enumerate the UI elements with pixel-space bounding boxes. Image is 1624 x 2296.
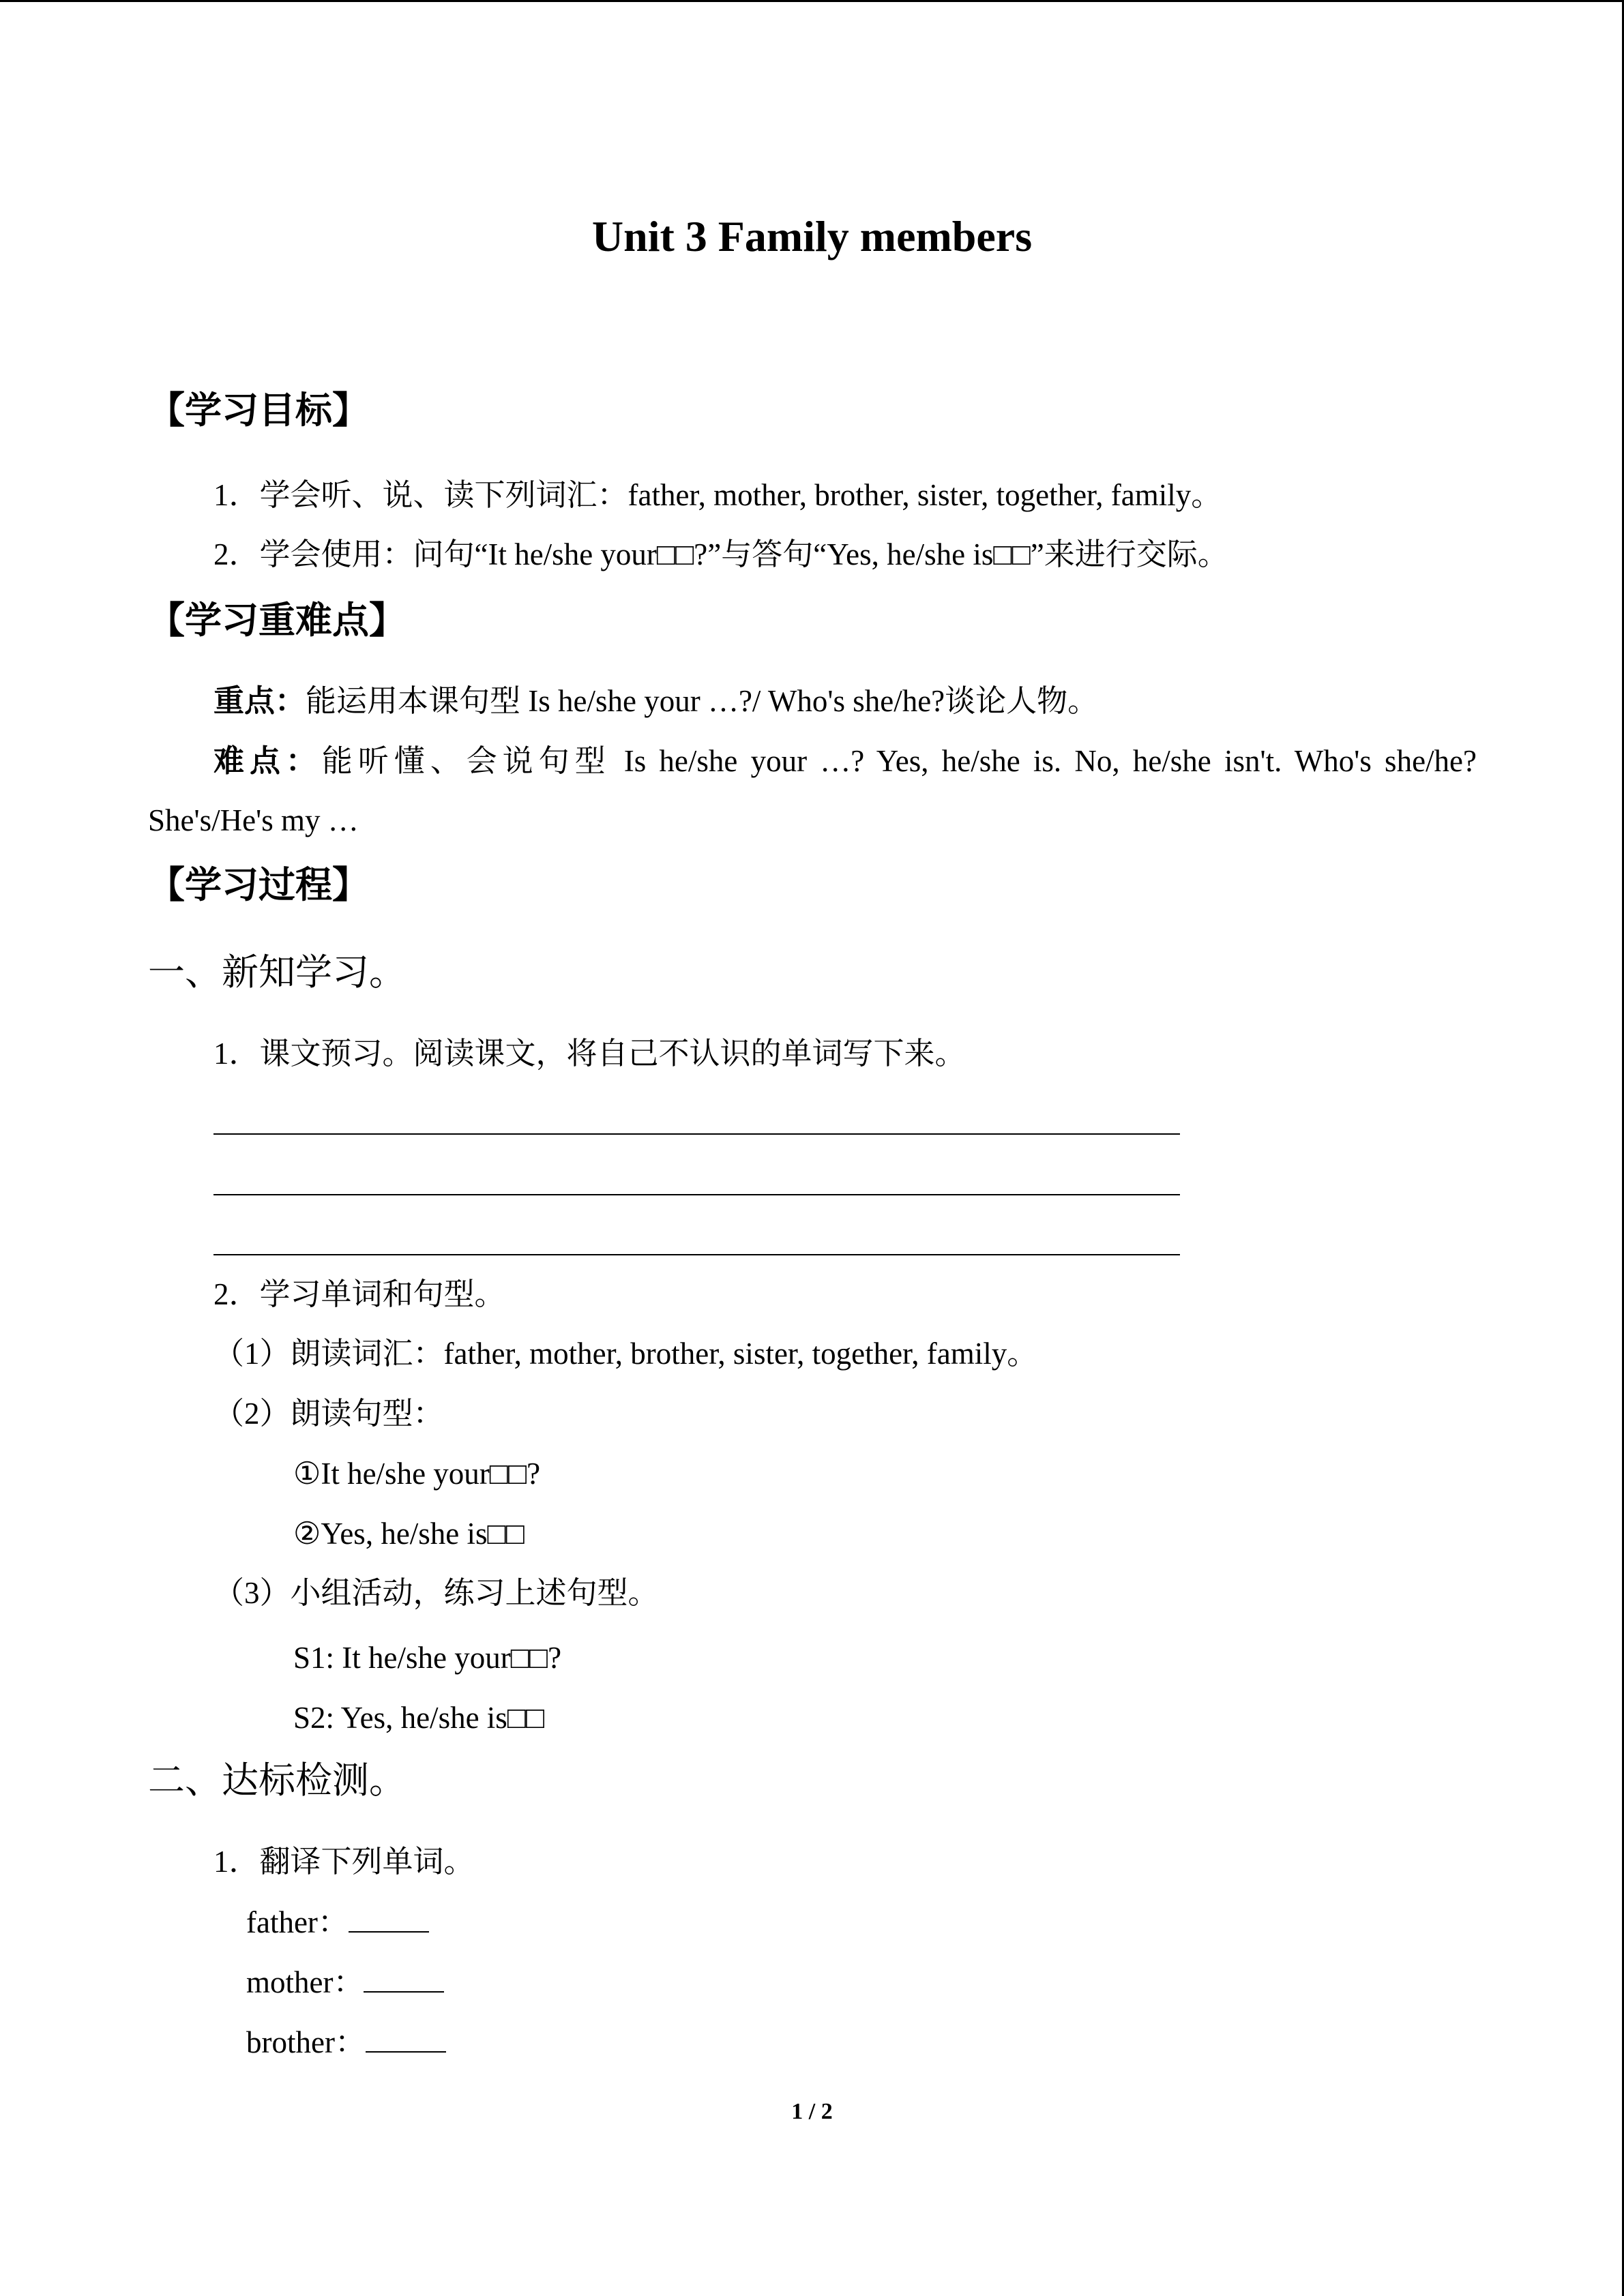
word-mother — [246, 1964, 444, 2001]
difficult-label: 难点： — [213, 744, 322, 778]
word-father — [246, 1904, 429, 1941]
key-label: 重点： — [213, 684, 306, 718]
objective-item-2: 2．学会使用：问句“It he/she your□□?”与答句“Yes, he/she is□□”来进行交际。 — [213, 537, 1228, 571]
fill-blank[interactable] — [366, 2024, 446, 2053]
part1-item-1: 1．课文预习。阅读课文，将自己不认识的单词写下来。 — [213, 1037, 966, 1071]
difficult-text: 能听懂、会说句型 Is he/she your …? Yes, he/she is. No, he/she isn't. Who's she/he? — [321, 744, 1477, 778]
dialog-line-2: S2: Yes, he/she is□□ — [293, 1701, 545, 1735]
part1-sub-3: （3）小组活动，练习上述句型。 — [213, 1576, 659, 1610]
part1-heading: 一、新知学习。 — [148, 952, 406, 993]
part1-item-2: 2．学习单词和句型。 — [213, 1277, 505, 1311]
dialog-line-1: S1: It he/she your□□? — [293, 1641, 562, 1675]
top-border — [0, 0, 1624, 2]
key-points-heading: 【学习重难点】 — [148, 600, 406, 641]
process-heading: 【学习过程】 — [148, 865, 369, 906]
word-label: father： — [246, 1905, 349, 1939]
difficult-point-line — [213, 744, 1477, 779]
difficult-point-continuation: She's/He's my … — [148, 803, 359, 837]
part2-heading: 二、达标检测。 — [148, 1760, 406, 1801]
sentence-pattern-2: ②Yes, he/she is□□ — [293, 1517, 525, 1551]
page-title: Unit 3 Family members — [591, 212, 1033, 260]
part2-item-1: 1．翻译下列单词。 — [213, 1845, 475, 1879]
objectives-heading: 【学习目标】 — [148, 390, 369, 431]
part1-sub-2: （2）朗读句型： — [213, 1397, 444, 1431]
page-number: 1 / 2 — [791, 2099, 833, 2124]
objective-item-1: 1．学会听、说、读下列词汇：father, mother, brother, sister, together, family。 — [213, 478, 1222, 512]
answer-line-3 — [213, 1254, 1180, 1255]
sentence-pattern-1: ①It he/she your□□? — [293, 1457, 541, 1491]
word-label: mother： — [246, 1965, 364, 1999]
key-point-line — [213, 684, 1098, 719]
fill-blank[interactable] — [349, 1904, 429, 1933]
key-text: 能运用本课句型 Is he/she your …?/ Who's she/he?谈论人物。 — [306, 684, 1099, 718]
part1-sub-1: （1）朗读词汇：father, mother, brother, sister, together, family。 — [213, 1337, 1038, 1371]
answer-line-1 — [213, 1133, 1180, 1135]
fill-blank[interactable] — [364, 1964, 444, 1993]
word-label: brother： — [246, 2025, 366, 2059]
word-brother — [246, 2024, 446, 2061]
answer-line-2 — [213, 1194, 1180, 1195]
